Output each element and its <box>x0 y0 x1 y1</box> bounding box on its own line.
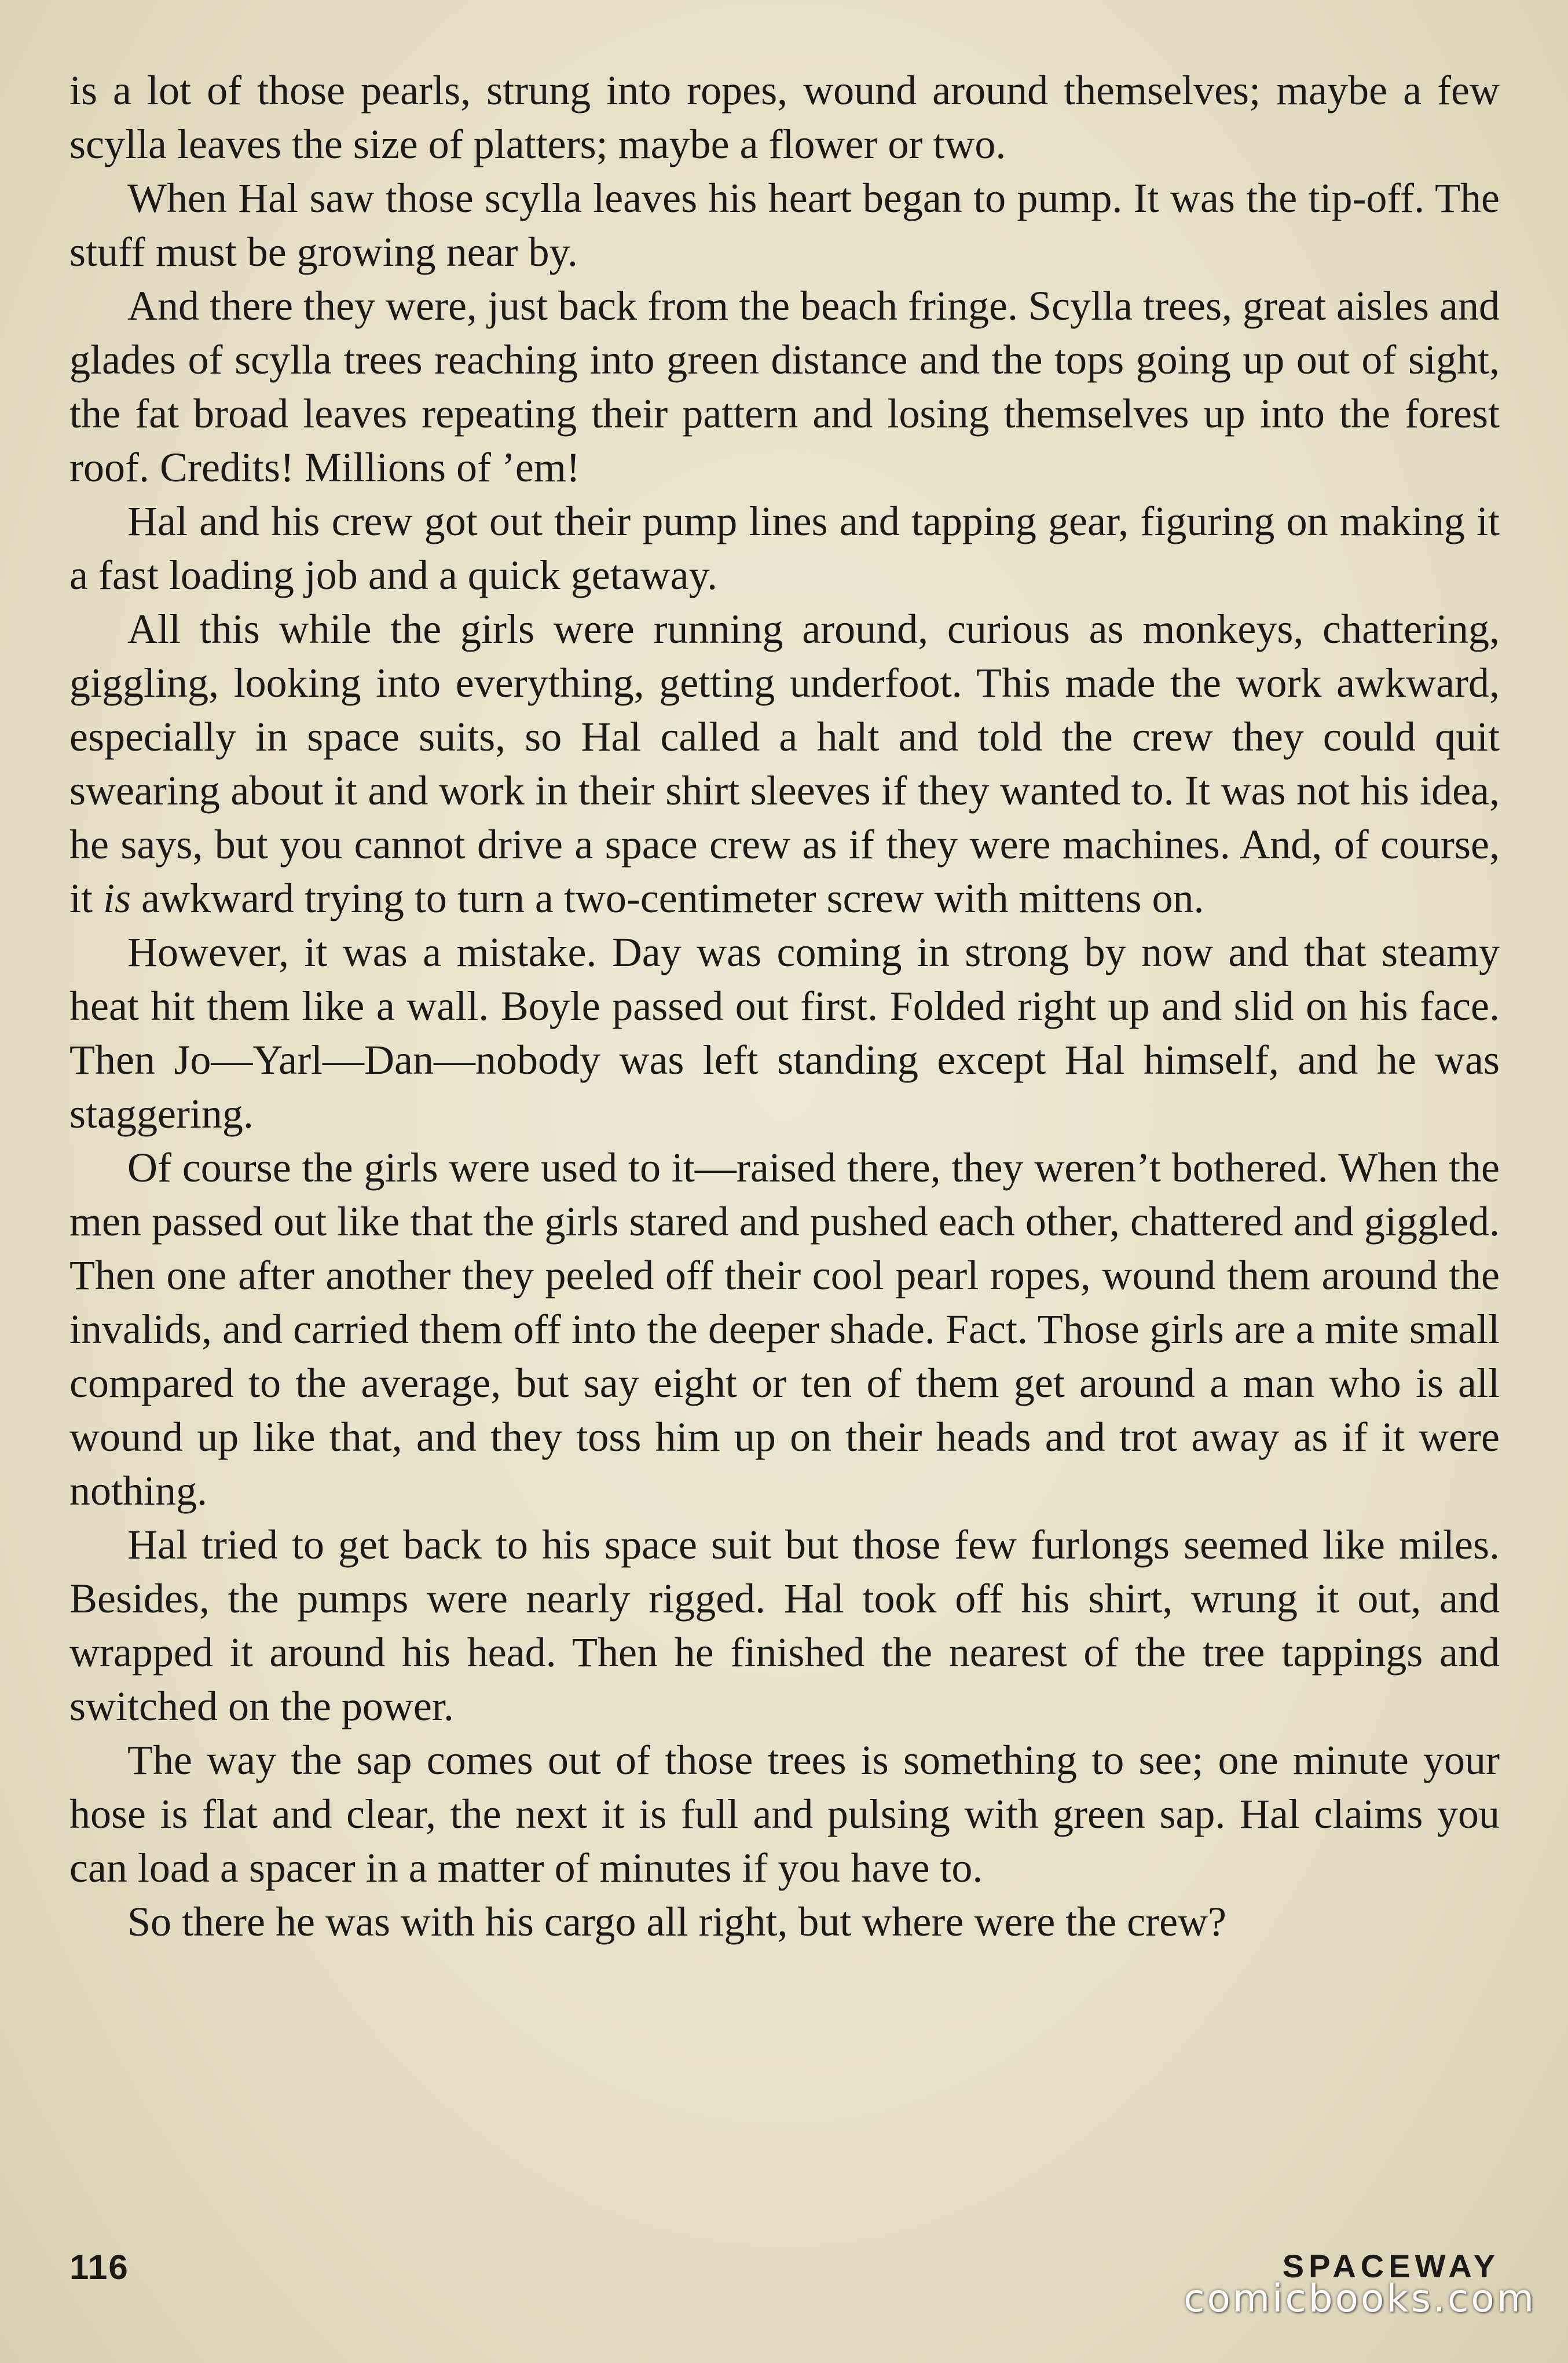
paragraph-text: All this while the girls were running around, curious as monkeys, chattering, giggling, looking into everything, getting underfoot. This made the work awkward, especially in space suits, so Hal called a halt and told the crew they could quit swearing about it and work in their shirt sleeves if they wanted to. It was not his idea, he says, but you cannot drive a space crew as if they were machines. And, of course, it <box>69 606 1500 921</box>
paragraph: Of course the girls were used to it—raised there, they weren’t bothered. When the men passed out like that the girls stared and pushed each other, chattered and giggled. Then one after another they peeled off their cool pearl ropes, wound them around the invalids, and carried them off into the deeper shade. Fact. Those girls are a mite small compared to the average, but say eight or ten of them get around a man who is all wound up like that, and they toss him up on their heads and trot away as if it were nothing. <box>69 1144 1500 1514</box>
paragraph: The way the sap comes out of those trees is something to see; one minute your hose is flat and clear, the next it is full and pulsing with green sap. Hal claims you can load a spacer in a matter of minutes if you have to. <box>69 1737 1500 1891</box>
paragraph-text: awkward trying to turn a two-centimeter screw with mittens on. <box>131 875 1204 921</box>
page-number: 116 <box>69 2248 129 2287</box>
paragraph: So there he was with his cargo all right, but where were the crew? <box>127 1899 1227 1945</box>
paragraph: However, it was a mistake. Day was coming in strong by now and that steamy heat hit them like a wall. Boyle passed out first. Folded right up and slid on his face. Then Jo—Yarl—Dan—nobody was left standing except Hal himself, and he was staggering. <box>69 929 1500 1137</box>
watermark: comicbooks.com <box>1184 2276 1536 2321</box>
emphasized-word: is <box>103 875 131 921</box>
paragraph: When Hal saw those scylla leaves his heart began to pump. It was the tip-off. The stuff must be growing near by. <box>69 175 1500 275</box>
paragraph <box>69 602 1500 926</box>
paragraph-continuation: is a lot of those pearls, strung into ropes, wound around themselves; maybe a few scylla leaves the size of platters; maybe a flower or two. <box>69 67 1500 167</box>
paragraph: Hal tried to get back to his space suit but those few furlongs seemed like miles. Besides, the pumps were nearly rigged. Hal took off his shirt, wrung it out, and wrapped it around his head. Then he finished the nearest of the tree tappings and switched on the power. <box>69 1521 1500 1729</box>
body-text <box>69 64 1500 1949</box>
paragraph: And there they were, just back from the beach fringe. Scylla trees, great aisles and glades of scylla trees reaching into green distance and the tops going up out of sight, the fat broad leaves repeating their pattern and losing themselves up into the forest roof. Credits! Millions of ’em! <box>69 283 1500 491</box>
running-title: SPACEWAY <box>1282 2248 1500 2284</box>
paragraph: Hal and his crew got out their pump lines and tapping gear, figuring on making it a fast loading job and a quick getaway. <box>69 498 1500 598</box>
